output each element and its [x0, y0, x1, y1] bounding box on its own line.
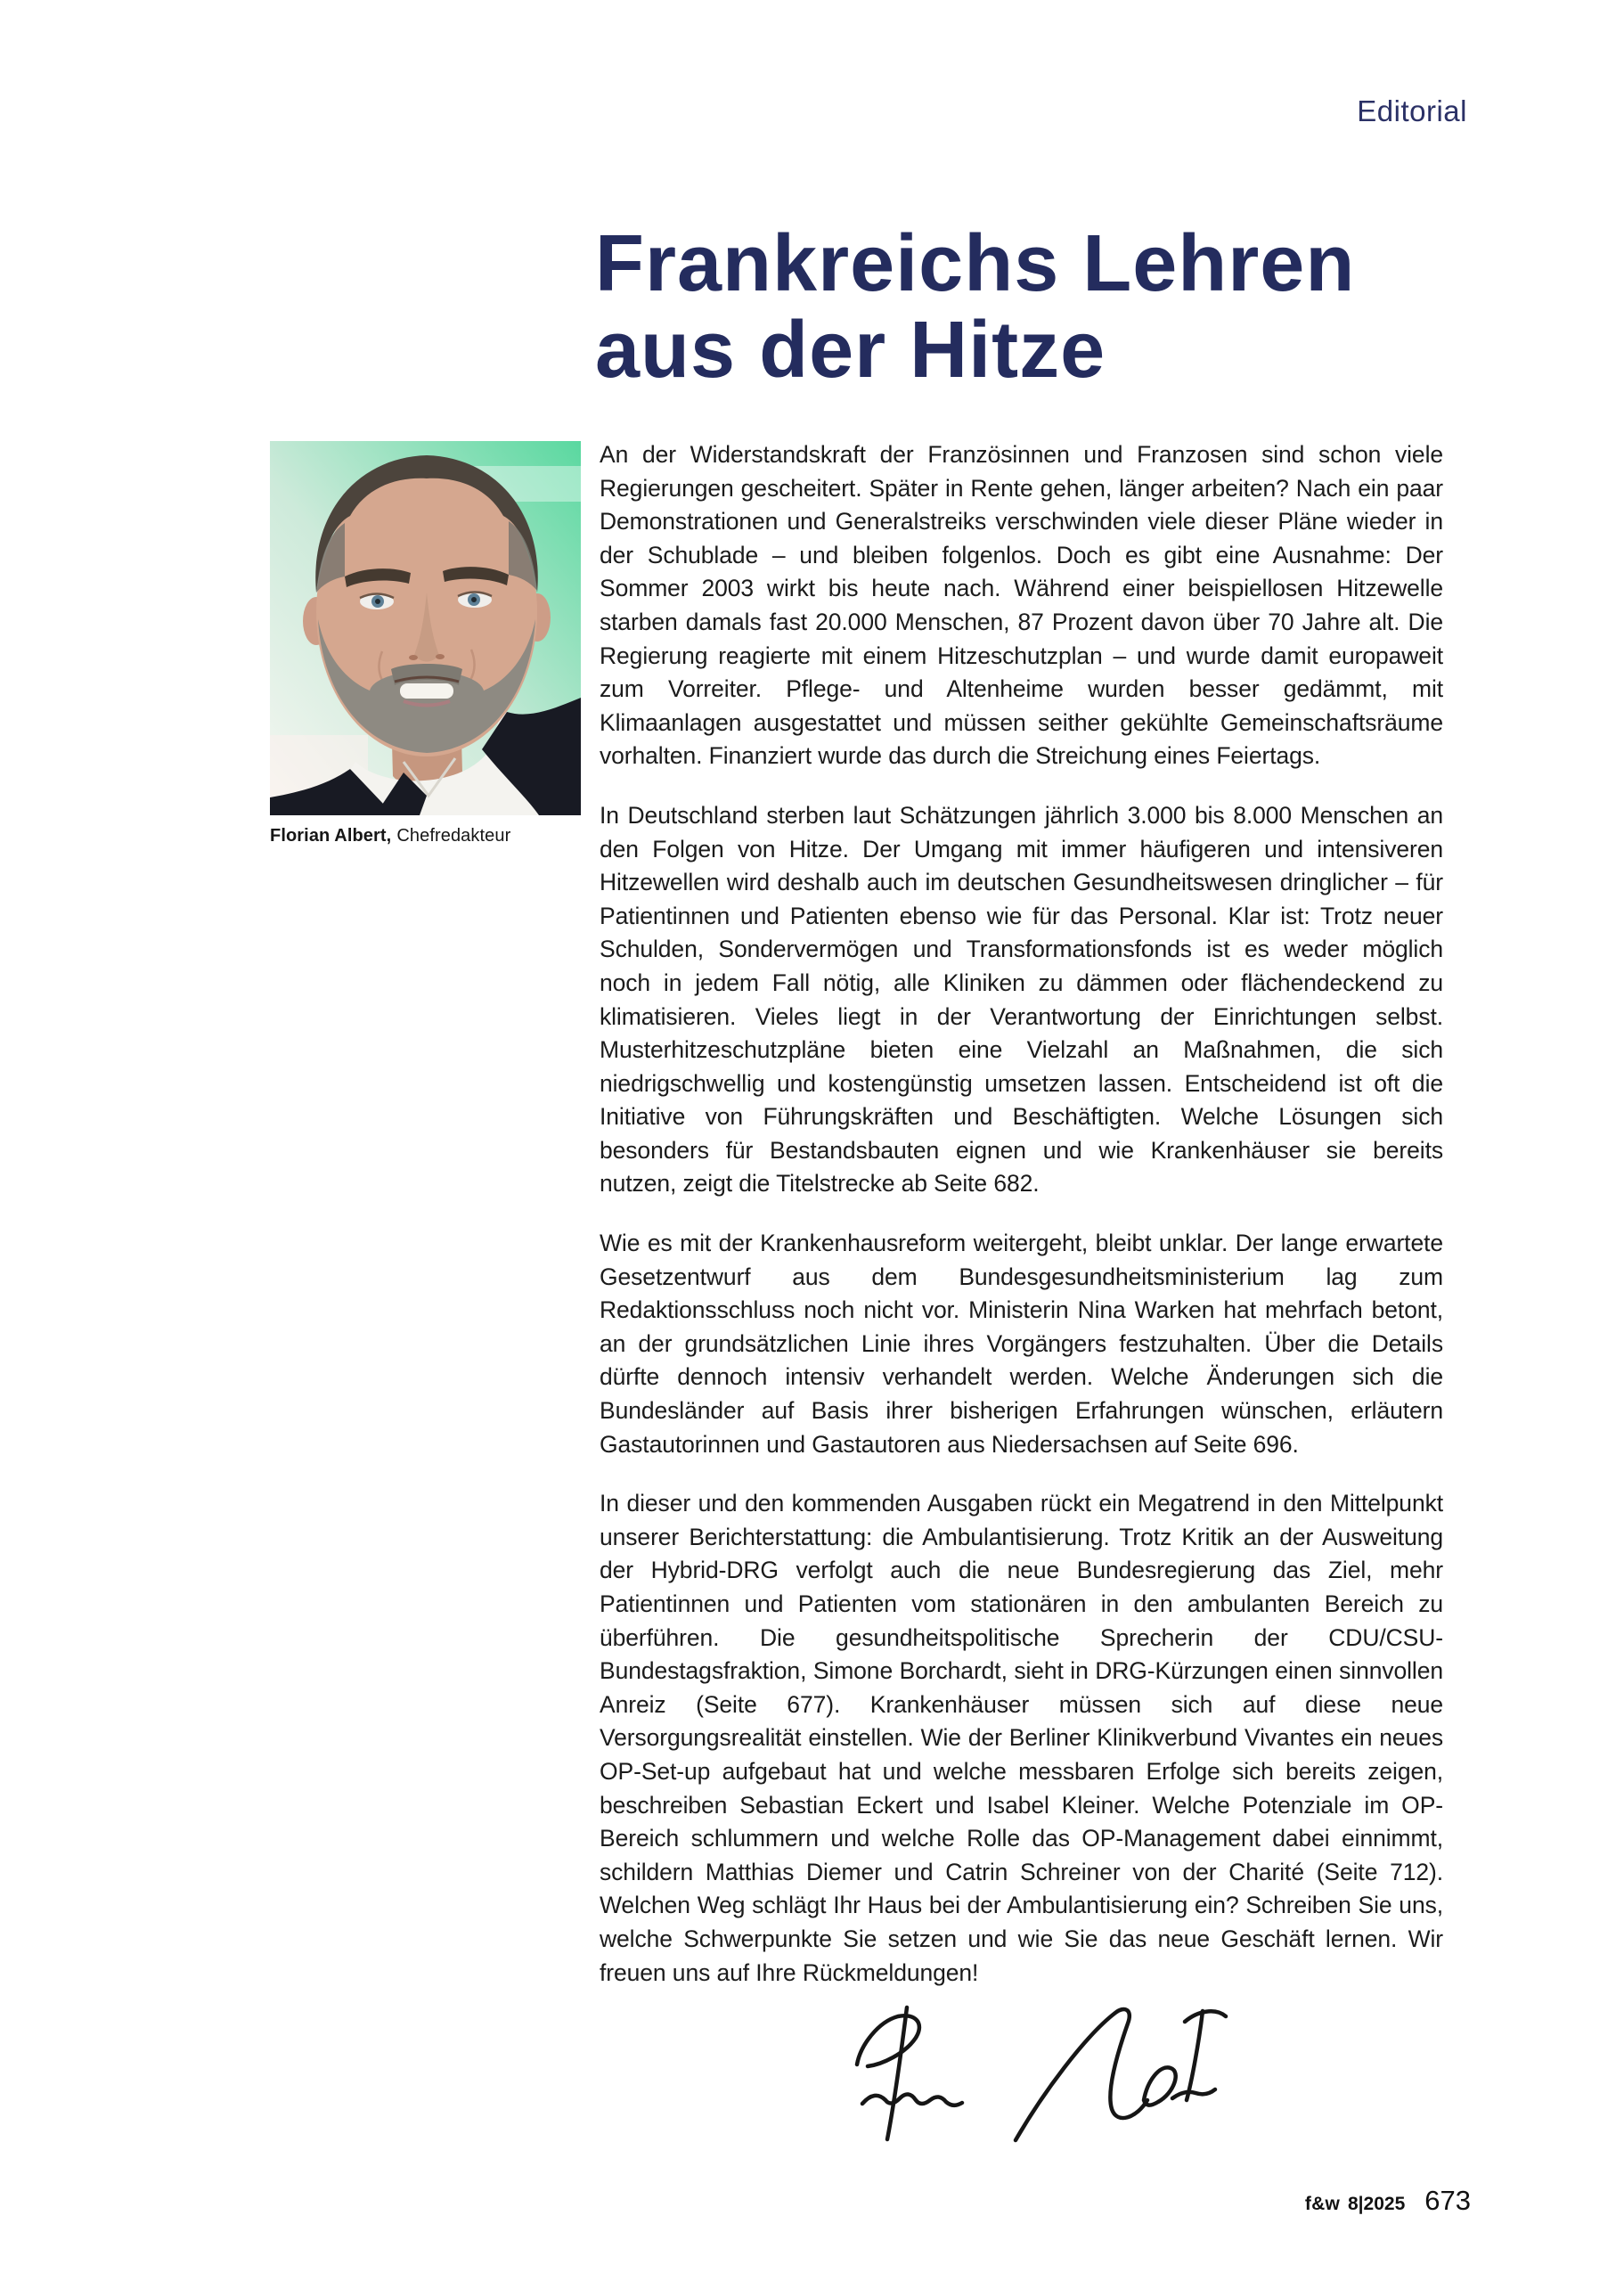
journal-name: f&w	[1304, 2194, 1340, 2214]
author-figure	[270, 441, 581, 846]
signature-strokes	[857, 2007, 1226, 2140]
page-number: 673	[1424, 2185, 1471, 2216]
photo-caption	[270, 826, 581, 846]
article-title	[595, 221, 1355, 394]
article-body	[600, 438, 1443, 2015]
title-line-1: Frankreichs Lehren	[595, 219, 1356, 308]
section-kicker: Editorial	[1357, 94, 1467, 127]
paragraph-2: In Deutschland sterben laut Schätzungen jährlich 3.000 bis 8.000 Menschen an den Folgen von Hitze. Der Umgang mit immer häufigeren und intensiveren Hitzewellen wird deshalb auch im deutschen Gesundheitswesen dringlicher – für Patientinnen und Patienten ebenso wie für das Personal. Klar ist: Trotz neuer Schulden, Sondervermögen und Transformationsfonds ist es weder möglich noch in jedem Fall nötig, alle Kliniken zu dämmen oder flächendeckend zu klimatisieren. Vieles liegt in der Verantwortung der Einrichtungen selbst. Musterhitzeschutzpläne bieten eine Vielzahl an Maßnahmen, die sich niedrigschwellig und kostengünstig umsetzen lassen. Entscheidend ist oft die Initiative von Führungskräften und Beschäftigten. Welche Lösungen sich besonders für Bestandsbauten eignen und wie Krankenhäuser sie bereits nutzen, zeigt die Titelstrecke ab Seite 682.	[600, 801, 1443, 1198]
paragraph-3: Wie es mit der Krankenhausreform weitergeht, bleibt unklar. Der lange erwartete Gesetzentwurf aus dem Bundesgesundheitsministerium lag zum Redaktionsschluss noch nicht vor. Ministerin Nina Warken hat mehrfach betont, an der grundsätzlichen Linie ihres Vorgängers festzuhalten. Über die Details dürfte dennoch intensiv verhandelt werden. Welche Änderungen sich die Bundesländer auf Basis ihrer bisherigen Erfahrungen wünschen, erläutern Gastautorinnen und Gastautoren aus Niedersachsen auf Seite 696.	[600, 1230, 1443, 1458]
issue-number: 8|2025	[1347, 2194, 1406, 2214]
portrait-illustration	[270, 441, 581, 815]
signature-image	[820, 1996, 1247, 2156]
page-footer	[1305, 2185, 1471, 2217]
journal-issue	[1305, 2194, 1405, 2215]
title-line-2: aus der Hitze	[595, 306, 1106, 395]
paragraph-1: An der Widerstandskraft der Französinnen und Franzosen sind schon viele Regierungen gescheitert. Später in Rente gehen, länger arbeiten? Nach ein paar Demonstrationen und Generalstreiks verschwinden viele dieser Pläne wieder in der Schublade – und bleiben folgenlos. Doch es gibt eine Ausnahme: Der Sommer 2003 wirkt bis heute nach. Während einer beispiellosen Hitzewelle starben damals fast 20.000 Menschen, 87 Prozent davon über 70 Jahre alt. Die Regierung reagierte mit einem Hitzeschutzplan – und wurde damit europaweit zum Vorreiter. Pflege- und Altenheime wurden besser gedämmt, mit Klimaanlagen ausgestattet und müssen seither gekühlte Gemeinschaftsräume vorhalten. Finanziert wurde das durch die Streichung eines Feiertags.	[600, 441, 1443, 770]
author-photo	[270, 441, 581, 815]
author-name: Florian Albert,	[270, 826, 392, 846]
author-role: Chefredakteur	[396, 826, 511, 846]
paragraph-4: In dieser und den kommenden Ausgaben rückt ein Megatrend in den Mittelpunkt unserer Berichterstattung: die Ambulantisierung. Trotz Kritik an der Ausweitung der Hybrid-DRG verfolgt auch die neue Bundesregierung das Ziel, mehr Patientinnen und Patienten vom stationären in den ambulanten Bereich zu überführen. Die gesundheitspolitische Sprecherin der CDU/CSU-Bundestagsfraktion, Simone Borchardt, sieht in DRG-Kürzungen einen sinnvollen Anreiz (Seite 677). Krankenhäuser müssen sich auf diese neue Versorgungsrealität einstellen. Wie der Berliner Klinikverbund Vivantes ein neues OP-Set-up aufgebaut hat und welche messbaren Erfolge sich bereits zeigen, beschreiben Sebastian Eckert und Isabel Kleiner. Welche Potenziale im OP-Bereich schlummern und welche Rolle das OP-Management dabei einnimmt, schildern Matthias Diemer und Catrin Schreiner von der Charité (Seite 712). Welchen Weg schlägt Ihr Haus bei der Ambulantisierung ein? Schreiben Sie uns, welche Schwerpunkte Sie setzen und wie Sie das neue Geschäft lernen. Wir freuen uns auf Ihre Rückmeldungen!	[600, 1490, 1443, 1986]
